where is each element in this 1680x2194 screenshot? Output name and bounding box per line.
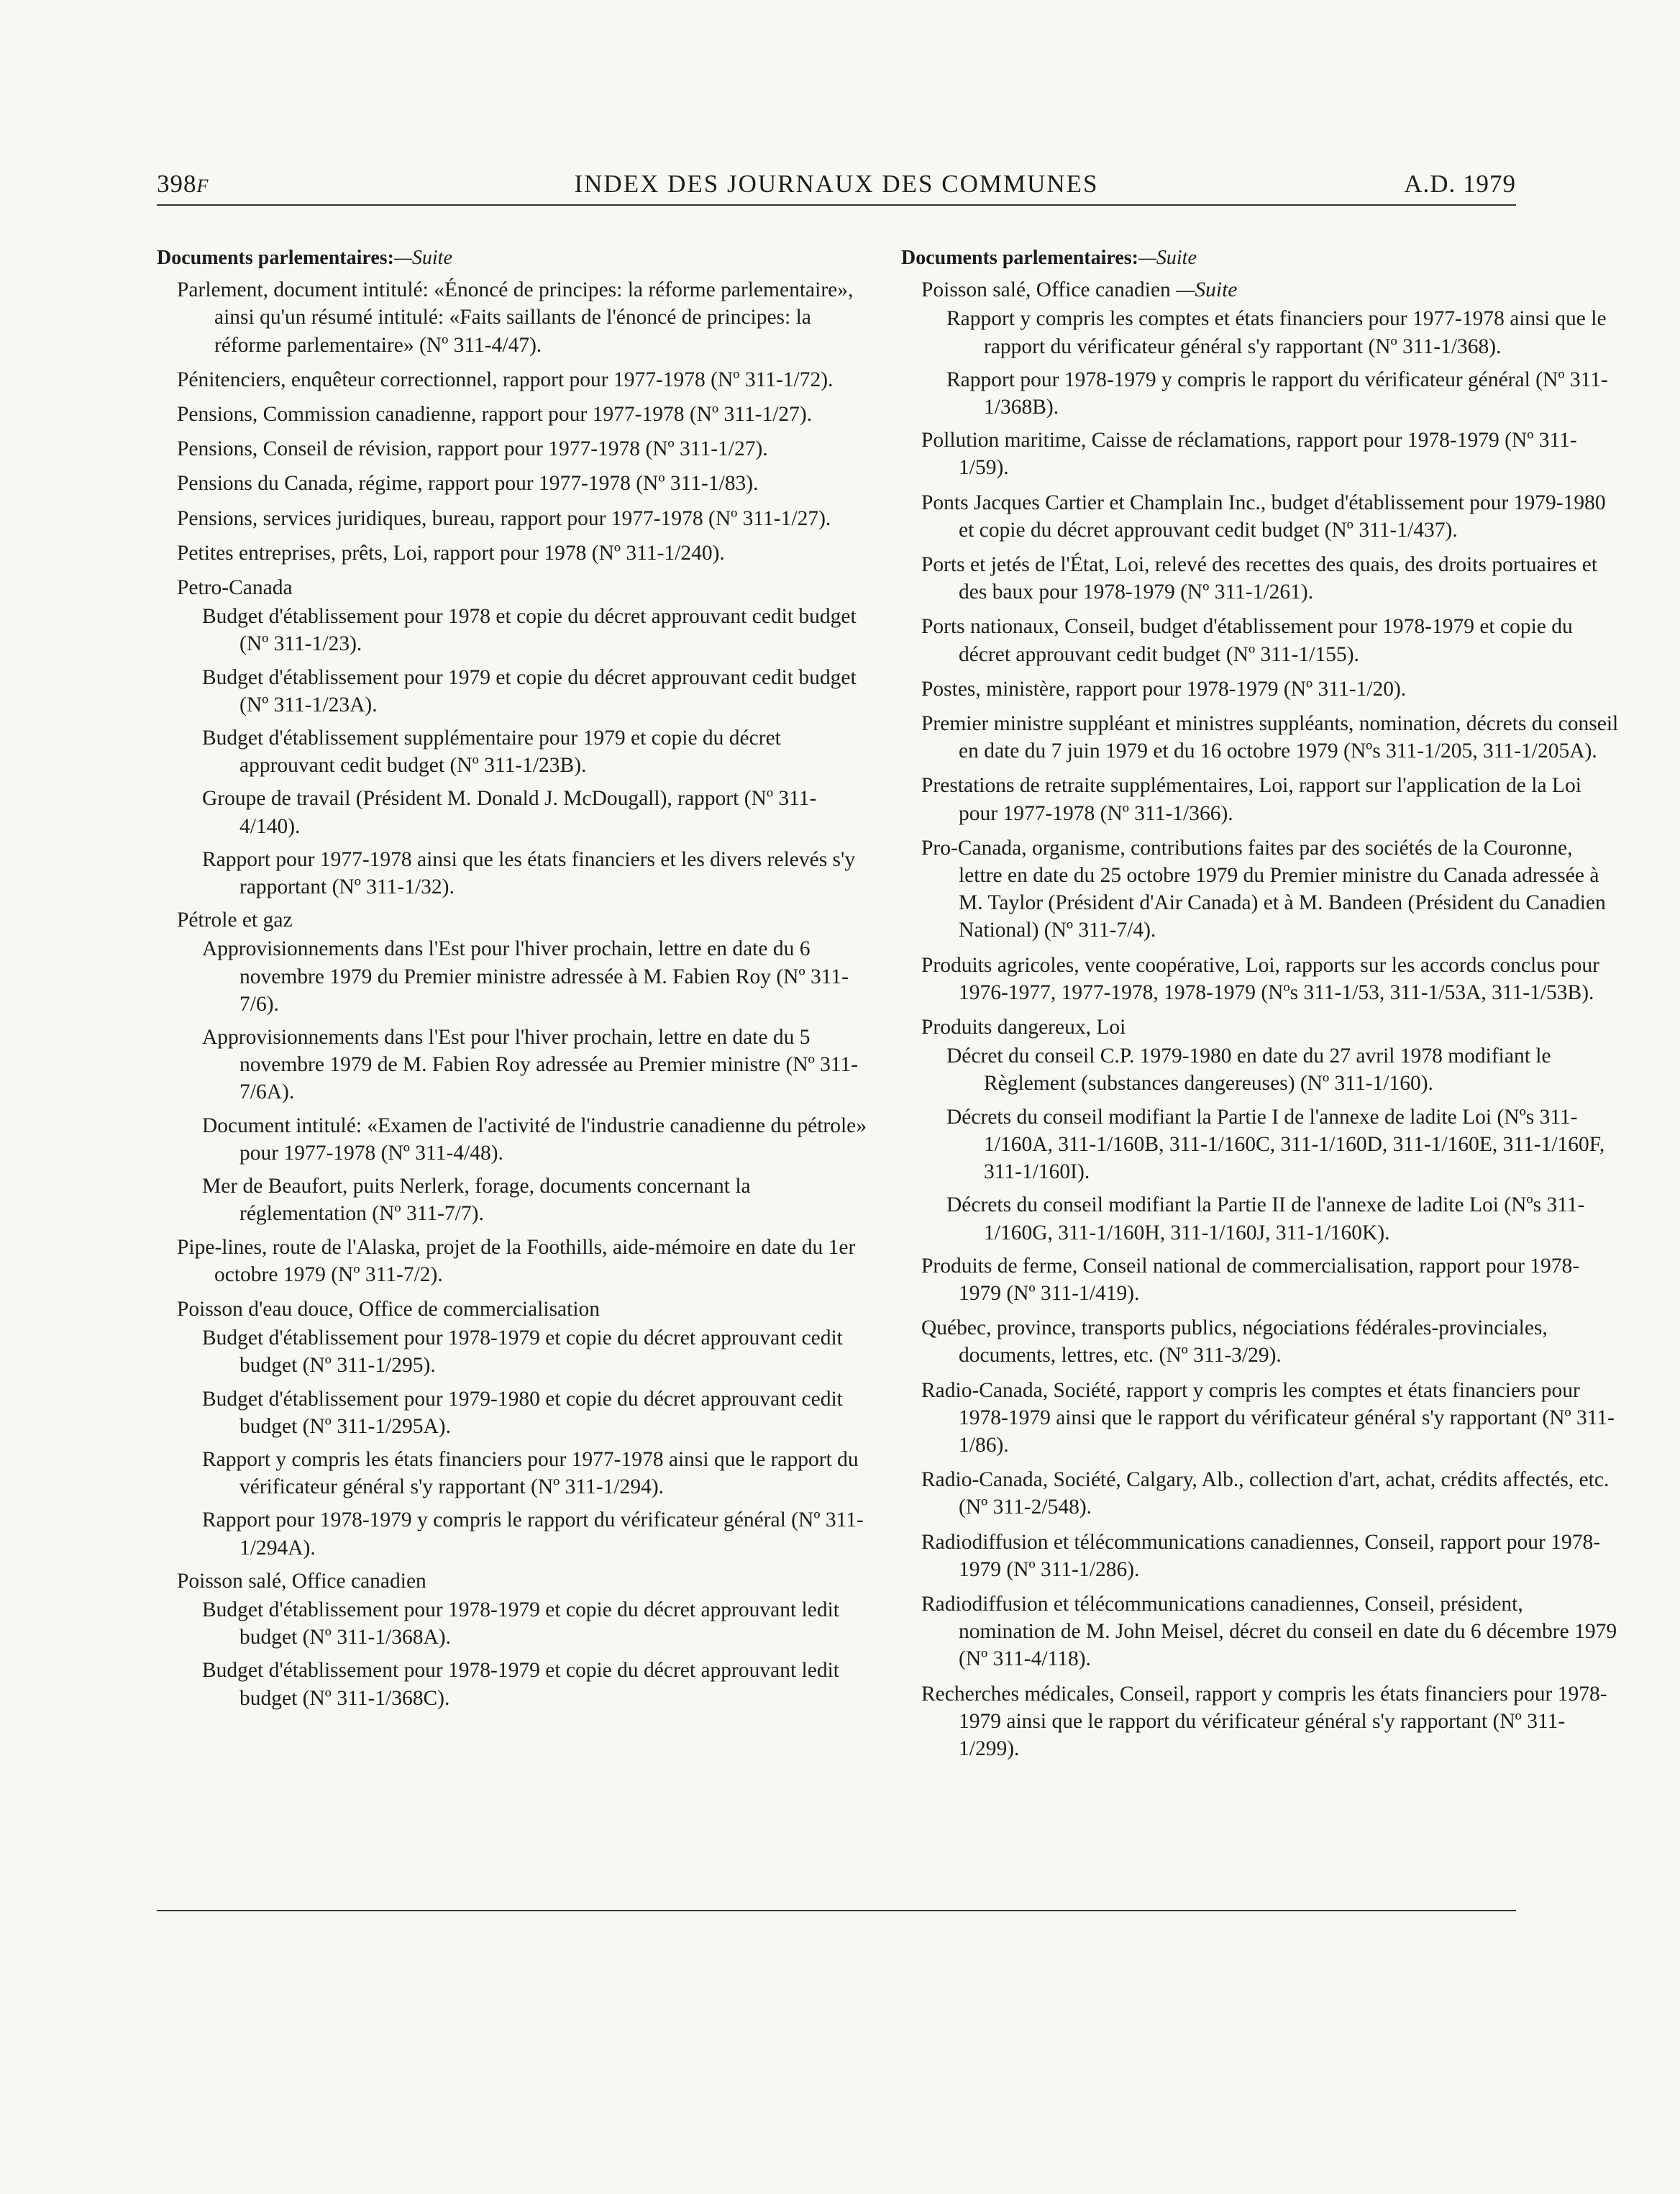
index-entry: Pensions, Conseil de révision, rapport pour 1977-1978 (Nº 311-1/27). xyxy=(177,437,768,461)
index-entry: Pro-Canada, organisme, contributions faites par des sociétés de la Couronne, lettre en date du 25 octobre 1979 du Premier ministre du Canada adressée à M. Taylor (Président d'Air Canada) et à M. Bandeen (Président du Canadien National) (Nº 311-7/4). xyxy=(921,836,1606,942)
index-entry: Radiodiffusion et télécommunications canadiennes, Conseil, rapport pour 1978-1979 (Nº 311-1/286). xyxy=(921,1530,1601,1581)
index-subentry: Rapport pour 1977-1978 ainsi que les états financiers et les divers relevés s'y rapportant (Nº 311-1/32). xyxy=(202,847,856,899)
index-subentry: Budget d'établissement pour 1978-1979 et copie du décret approuvant ledit budget (Nº 311-1/368A). xyxy=(202,1598,839,1649)
left-column xyxy=(157,245,876,1718)
index-entry: Ports nationaux, Conseil, budget d'établissement pour 1978-1979 et copie du décret approuvant cedit budget (Nº 311-1/155). xyxy=(921,615,1573,666)
page-year: A.D. 1979 xyxy=(1404,170,1516,198)
index-entry: Pollution maritime, Caisse de réclamations, rapport pour 1978-1979 (Nº 311-1/59). xyxy=(921,429,1577,480)
index-subentry: Budget d'établissement pour 1978-1979 et copie du décret approuvant cedit budget (Nº 311-1/295). xyxy=(202,1326,843,1378)
index-subentry: Rapport y compris les comptes et états financiers pour 1977-1978 ainsi que le rapport du vérificateur général s'y rapportant (Nº 311-1/368). xyxy=(946,307,1607,358)
footer-rule xyxy=(157,1910,1516,1911)
index-entry-heading: Poisson salé, Office canadien xyxy=(177,1569,426,1593)
page-header xyxy=(157,164,1516,206)
page-number: 398F xyxy=(157,170,209,198)
index-entry-heading: Petro-Canada xyxy=(177,576,293,600)
index-entry-heading: Produits dangereux, Loi xyxy=(921,1016,1126,1039)
index-entry: Premier ministre suppléant et ministres suppléants, nomination, décrets du conseil en date du 7 juin 1979 et du 16 octobre 1979 (Nºs 311-1/205, 311-1/205A). xyxy=(921,712,1619,763)
index-entry: Pénitenciers, enquêteur correctionnel, rapport pour 1977-1978 (Nº 311-1/72). xyxy=(177,368,834,391)
index-subentry: Approvisionnements dans l'Est pour l'hiver prochain, lettre en date du 6 novembre 1979 du Premier ministre adressée à M. Fabien Roy (Nº 311-7/6). xyxy=(202,937,849,1016)
index-subentry: Décret du conseil C.P. 1979-1980 en date du 27 avril 1978 modifiant le Règlement (substances dangereuses) (Nº 311-1/160). xyxy=(946,1044,1551,1096)
index-subentry: Décrets du conseil modifiant la Partie I de l'annexe de ladite Loi (Nºs 311-1/160A, 311-1/160B, 311-1/160C, 311-1/160D, 311-1/160E, 311-1/160F, 311-1/160I). xyxy=(946,1105,1605,1184)
index-subentry: Budget d'établissement pour 1979 et copie du décret approuvant cedit budget (Nº 311-1/23A). xyxy=(202,665,857,716)
index-entry: Radio-Canada, Société, Calgary, Alb., collection d'art, achat, crédits affectés, etc. (Nº 311-2/548). xyxy=(921,1468,1610,1519)
index-subentry: Mer de Beaufort, puits Nerlerk, forage, documents concernant la réglementation (Nº 311-7/7). xyxy=(202,1175,751,1226)
index-entry: Québec, province, transports publics, négociations fédérales-provinciales, documents, lettres, etc. (Nº 311-3/29). xyxy=(921,1316,1548,1367)
index-subentry: Budget d'établissement pour 1979-1980 et copie du décret approuvant cedit budget (Nº 311-1/295A). xyxy=(202,1387,843,1438)
index-entry: Petites entreprises, prêts, Loi, rapport pour 1978 (Nº 311-1/240). xyxy=(177,541,725,565)
index-entry: Pensions, Commission canadienne, rapport pour 1977-1978 (Nº 311-1/27). xyxy=(177,403,813,427)
index-subentry: Rapport y compris les états financiers pour 1977-1978 ainsi que le rapport du vérificateur général s'y rapportant (Nº 311-1/294). xyxy=(202,1447,859,1499)
index-entry: Parlement, document intitulé: «Énoncé de principes: la réforme parlementaire», ainsi qu'un résumé intitulé: «Faits saillants de l'énoncé de principes: la réforme parlementaire» (Nº 311-4/47). xyxy=(177,278,854,357)
index-entry: Pensions, services juridiques, bureau, rapport pour 1977-1978 (Nº 311-1/27). xyxy=(177,506,831,530)
index-subentry: Approvisionnements dans l'Est pour l'hiver prochain, lettre en date du 5 novembre 1979 de M. Fabien Roy adressée au Premier ministre (Nº 311-7/6A). xyxy=(202,1026,859,1104)
index-entry-heading: Pétrole et gaz xyxy=(177,909,293,932)
index-entry: Prestations de retraite supplémentaires, Loi, rapport sur l'application de la Loi pour 1977-1978 (Nº 311-1/366). xyxy=(921,774,1581,825)
page-title: INDEX DES JOURNAUX DES COMMUNES xyxy=(574,170,1099,198)
right-column xyxy=(901,245,1620,1770)
index-entry: Ports et jetés de l'État, Loi, relevé des recettes des quais, des droits portuaires et des baux pour 1978-1979 (Nº 311-1/261). xyxy=(921,553,1598,604)
index-subentry: Budget d'établissement pour 1978 et copie du décret approuvant cedit budget (Nº 311-1/23). xyxy=(202,605,857,656)
index-entry: Radiodiffusion et télécommunications canadiennes, Conseil, président, nomination de M. John Meisel, décret du conseil en date du 6 décembre 1979 (Nº 311-4/118). xyxy=(921,1592,1617,1671)
index-subentry: Groupe de travail (Président M. Donald J. McDougall), rapport (Nº 311-4/140). xyxy=(202,787,817,838)
index-subentry: Document intitulé: «Examen de l'activité de l'industrie canadienne du pétrole» pour 1977-1978 (Nº 311-4/48). xyxy=(202,1114,867,1165)
index-subentry: Budget d'établissement supplémentaire pour 1979 et copie du décret approuvant cedit budget (Nº 311-1/23B). xyxy=(202,727,781,778)
index-subentry: Rapport pour 1978-1979 y compris le rapport du vérificateur général (Nº 311-1/368B). xyxy=(946,368,1608,419)
index-entry: Radio-Canada, Société, rapport y compris les comptes et états financiers pour 1978-1979 ainsi que le rapport du vérificateur général s'y rapportant (Nº 311-1/86). xyxy=(921,1378,1615,1457)
index-entry-heading: Poisson salé, Office canadien —Suite xyxy=(921,278,1238,302)
index-subentry: Décrets du conseil modifiant la Partie II de l'annexe de ladite Loi (Nºs 311-1/160G, 311-1/160H, 311-1/160J, 311-1/160K). xyxy=(946,1193,1585,1244)
index-subentry: Budget d'établissement pour 1978-1979 et copie du décret approuvant ledit budget (Nº 311-1/368C). xyxy=(202,1659,839,1710)
index-entry: Postes, ministère, rapport pour 1978-1979 (Nº 311-1/20). xyxy=(921,677,1407,701)
index-entry-heading: Poisson d'eau douce, Office de commercialisation xyxy=(177,1297,601,1321)
index-entry: Ponts Jacques Cartier et Champlain Inc., budget d'établissement pour 1979-1980 et copie du décret approuvant cedit budget (Nº 311-1/437). xyxy=(921,491,1606,542)
index-entry: Recherches médicales, Conseil, rapport y compris les états financiers pour 1978-1979 ainsi que le rapport du vérificateur général s'y rapportant (Nº 311-1/299). xyxy=(921,1682,1607,1760)
section-heading: Documents parlementaires:—Suite xyxy=(901,247,1197,269)
index-entry: Pipe-lines, route de l'Alaska, projet de la Foothills, aide-mémoire en date du 1er octobre 1979 (Nº 311-7/2). xyxy=(177,1235,856,1286)
index-entry: Produits de ferme, Conseil national de commercialisation, rapport pour 1978-1979 (Nº 311-1/419). xyxy=(921,1254,1580,1305)
index-entry: Pensions du Canada, régime, rapport pour 1977-1978 (Nº 311-1/83). xyxy=(177,472,759,496)
section-heading: Documents parlementaires:—Suite xyxy=(157,247,452,269)
index-entry: Produits agricoles, vente coopérative, Loi, rapports sur les accords conclus pour 1976-1977, 1977-1978, 1978-1979 (Nºs 311-1/53, 311-1/53A, 311-1/53B). xyxy=(921,953,1599,1004)
index-subentry: Rapport pour 1978-1979 y compris le rapport du vérificateur général (Nº 311-1/294A). xyxy=(202,1508,864,1560)
